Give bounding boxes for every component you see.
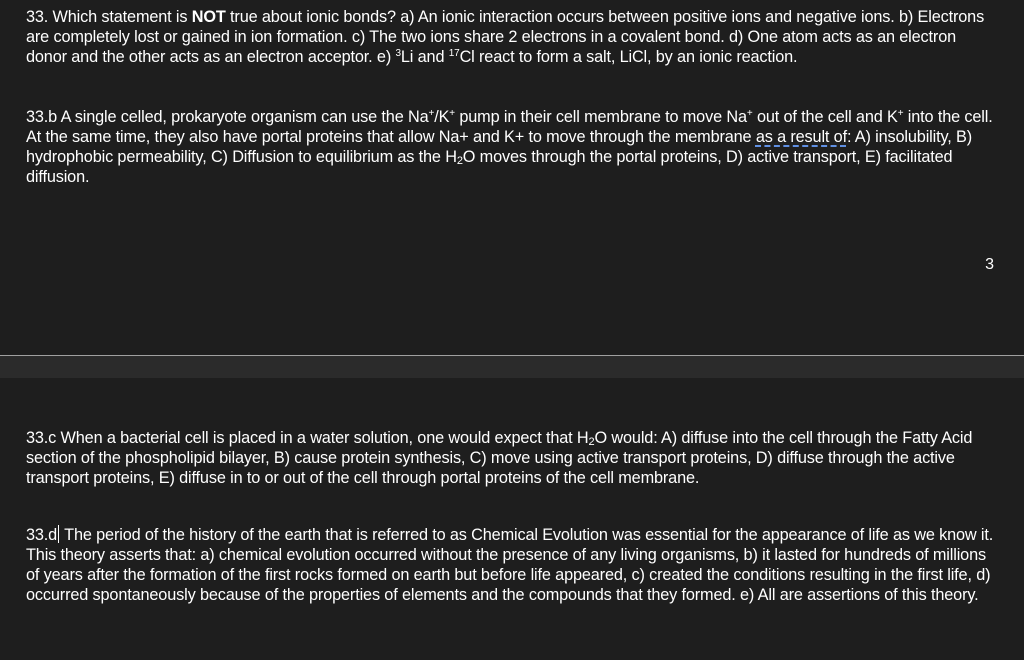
q33b-text-7: O moves through the portal proteins, D) active transport, E) facilitated diffusion. xyxy=(26,148,953,186)
q33b-text-1: 33.b A single celled, prokaryote organism can use the Na xyxy=(26,108,429,126)
k-charge-2: + xyxy=(897,108,904,119)
q33-text-3: Cl react to form a salt, LiCl, by an ionic reaction. xyxy=(459,48,798,66)
grammar-flagged-phrase[interactable]: as a result of xyxy=(755,128,847,146)
q33-text-2: Li and xyxy=(400,48,449,66)
q33-prefix: 33. Which statement is xyxy=(26,8,192,26)
q33b-text-2: /K xyxy=(434,108,450,126)
q33b-text-3: pump in their cell membrane to move Na xyxy=(455,108,747,126)
li-mass-number: 3 xyxy=(395,48,401,59)
h2o-subscript: 2 xyxy=(456,155,463,167)
text-cursor xyxy=(58,525,59,543)
page-number: 3 xyxy=(985,256,994,273)
q33c-text-2: O would: A) diffuse into the cell through the Fatty Acid section of the phospholipid bilayer, B) cause protein synthesis, C) move using active transport proteins, D) diffuse through the active transport proteins, E) diffuse in to or out of the cell through portal proteins of the cell membrane. xyxy=(26,429,973,487)
document-page-bottom xyxy=(0,378,1024,660)
na-charge: + xyxy=(428,108,435,119)
question-33d[interactable] xyxy=(26,525,998,605)
q33b-text-5: into the cell. At the same time, they also have portal proteins that allow Na+ and K+ to move through the membrane xyxy=(26,108,993,146)
cl-atomic-number: 17 xyxy=(448,48,460,59)
q33d-text: The period of the history of the earth that is referred to as Chemical Evolution was essential for the appearance of life as we know it. This theory asserts that: a) chemical evolution occurred without the presence of any living organisms, b) it lasted for hundreds of millions of years after the formation of the first rocks formed on earth but before life appeared, c) created the conditions resulting in the first life, d) occurred spontaneously because of the properties of elements and the compounds that they formed. e) All are assertions of this theory. xyxy=(26,526,994,604)
q33b-text-6: : A) insolubility, B) hydrophobic permeability, C) Diffusion to equilibrium as the H xyxy=(26,128,972,166)
question-33c[interactable] xyxy=(26,428,998,488)
q33b-text-4: out of the cell and K xyxy=(752,108,898,126)
h2o-subscript-2: 2 xyxy=(588,436,595,448)
q33c-text-1: 33.c When a bacterial cell is placed in a water solution, one would expect that H xyxy=(26,429,589,447)
k-charge: + xyxy=(449,108,455,119)
page-bottom-edge xyxy=(0,355,1024,356)
page-break-gap xyxy=(0,356,1024,378)
question-33b[interactable] xyxy=(26,107,998,187)
q33d-label: 33.d xyxy=(26,526,58,544)
question-33[interactable] xyxy=(26,7,998,67)
na-charge-2: + xyxy=(746,108,753,119)
q33-emphasis: NOT xyxy=(191,8,226,26)
q33-text-1: true about ionic bonds? a) An ionic interaction occurs between positive ions and negative ions. b) Electrons are completely lost or gained in ion formation. c) The two ions share 2 electrons in a covalent bond. d) One atom acts as an electron donor and the other acts as an electron acceptor. e) xyxy=(26,8,985,66)
